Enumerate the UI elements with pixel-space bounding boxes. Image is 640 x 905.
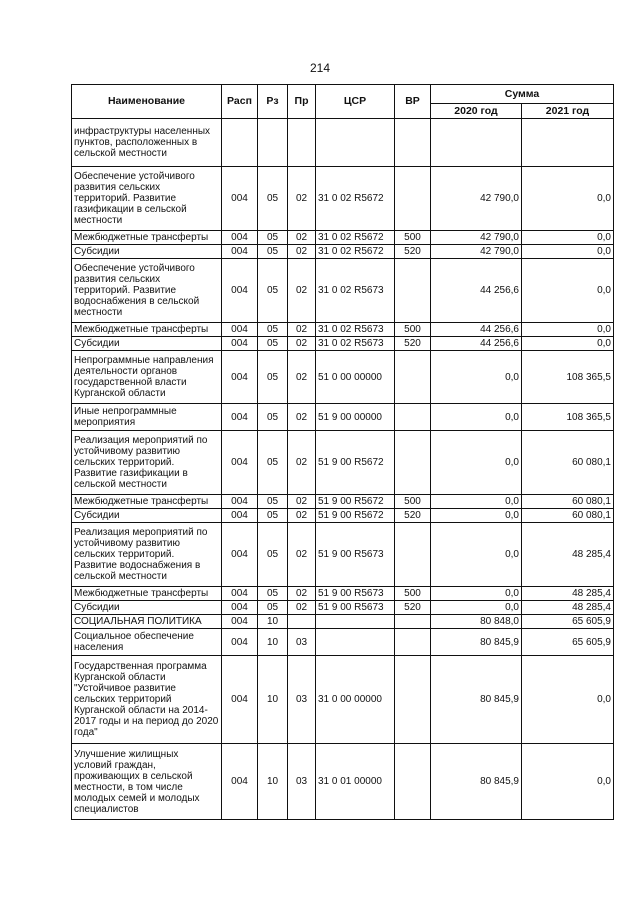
row-rasp: 004 (222, 167, 258, 231)
budget-table (71, 84, 614, 820)
row-rasp: 004 (222, 601, 258, 615)
row-csr: 51 9 00 R5672 (316, 495, 395, 509)
table-row (72, 615, 614, 629)
row-sum-2021: 108 365,5 (522, 351, 614, 404)
row-rasp: 004 (222, 495, 258, 509)
row-pr: 02 (288, 495, 316, 509)
row-name: Обеспечение устойчивого развития сельских территорий. Развитие газификации в сельской местности (72, 167, 222, 231)
row-csr: 31 0 02 R5672 (316, 167, 395, 231)
row-vr: 520 (395, 245, 431, 259)
table-row (72, 495, 614, 509)
row-rz (258, 119, 288, 167)
row-vr (395, 656, 431, 744)
row-sum-2021: 108 365,5 (522, 404, 614, 431)
row-pr: 02 (288, 259, 316, 323)
row-rasp: 004 (222, 231, 258, 245)
row-name: Непрограммные направления деятельности органов государственной власти Курганской области (72, 351, 222, 404)
row-sum-2021: 0,0 (522, 231, 614, 245)
row-sum-2021 (522, 119, 614, 167)
row-vr: 500 (395, 231, 431, 245)
row-vr (395, 119, 431, 167)
row-rasp: 004 (222, 656, 258, 744)
row-pr: 02 (288, 523, 316, 587)
row-pr: 02 (288, 509, 316, 523)
row-sum-2021: 48 285,4 (522, 523, 614, 587)
row-sum-2020: 0,0 (431, 351, 522, 404)
row-rasp: 004 (222, 744, 258, 820)
row-rasp: 004 (222, 615, 258, 629)
row-sum-2020: 44 256,6 (431, 337, 522, 351)
row-sum-2020: 42 790,0 (431, 167, 522, 231)
row-rz: 05 (258, 523, 288, 587)
row-sum-2021: 0,0 (522, 167, 614, 231)
row-rasp: 004 (222, 245, 258, 259)
row-rasp: 004 (222, 587, 258, 601)
row-rz: 10 (258, 629, 288, 656)
header-name: Наименование (72, 85, 222, 119)
row-sum-2020: 80 848,0 (431, 615, 522, 629)
row-rasp: 004 (222, 629, 258, 656)
row-pr: 02 (288, 337, 316, 351)
row-name: Реализация мероприятий по устойчивому развитию сельских территорий. Развитие водоснабжения в сельской местности (72, 523, 222, 587)
table-row (72, 259, 614, 323)
row-sum-2020: 44 256,6 (431, 259, 522, 323)
row-name: Субсидии (72, 337, 222, 351)
row-csr: 51 0 00 00000 (316, 351, 395, 404)
row-csr: 31 0 02 R5672 (316, 245, 395, 259)
table-row (72, 337, 614, 351)
row-pr: 02 (288, 431, 316, 495)
row-rasp: 004 (222, 323, 258, 337)
row-rz: 05 (258, 351, 288, 404)
header-rasp: Расп (222, 85, 258, 119)
row-csr: 31 0 02 R5672 (316, 231, 395, 245)
row-csr: 31 0 02 R5673 (316, 323, 395, 337)
row-pr: 02 (288, 351, 316, 404)
row-name: СОЦИАЛЬНАЯ ПОЛИТИКА (72, 615, 222, 629)
table-row (72, 245, 614, 259)
row-rasp: 004 (222, 523, 258, 587)
row-csr: 31 0 02 R5673 (316, 337, 395, 351)
row-name: Улучшение жилищных условий граждан, проживающих в сельской местности, в том числе молодых семей и молодых специалистов (72, 744, 222, 820)
row-sum-2020: 80 845,9 (431, 629, 522, 656)
row-sum-2021: 65 605,9 (522, 629, 614, 656)
row-rz: 05 (258, 601, 288, 615)
row-vr: 500 (395, 323, 431, 337)
row-sum-2020: 80 845,9 (431, 656, 522, 744)
row-vr (395, 629, 431, 656)
row-name: Реализация мероприятий по устойчивому развитию сельских территорий. Развитие газификации в сельской местности (72, 431, 222, 495)
row-vr: 520 (395, 509, 431, 523)
row-name: Межбюджетные трансферты (72, 231, 222, 245)
row-sum-2021: 60 080,1 (522, 495, 614, 509)
row-csr (316, 615, 395, 629)
row-vr (395, 259, 431, 323)
row-pr: 02 (288, 587, 316, 601)
row-vr: 520 (395, 337, 431, 351)
table-row (72, 509, 614, 523)
table-row (72, 587, 614, 601)
table-row (72, 601, 614, 615)
row-rasp: 004 (222, 431, 258, 495)
row-csr: 51 9 00 R5673 (316, 523, 395, 587)
row-rz: 05 (258, 404, 288, 431)
row-pr: 02 (288, 404, 316, 431)
row-pr: 02 (288, 323, 316, 337)
header-year-2020: 2020 год (431, 104, 522, 119)
header-csr: ЦСР (316, 85, 395, 119)
row-pr (288, 615, 316, 629)
row-pr: 02 (288, 231, 316, 245)
row-pr: 02 (288, 601, 316, 615)
row-csr: 51 9 00 R5673 (316, 601, 395, 615)
row-sum-2021: 65 605,9 (522, 615, 614, 629)
row-rz: 05 (258, 509, 288, 523)
row-rasp: 004 (222, 259, 258, 323)
row-pr (288, 119, 316, 167)
row-rz: 05 (258, 245, 288, 259)
row-sum-2020: 0,0 (431, 587, 522, 601)
table-row (72, 323, 614, 337)
header-summa: Сумма (431, 85, 614, 104)
row-pr: 03 (288, 656, 316, 744)
row-name: Субсидии (72, 509, 222, 523)
table-row (72, 629, 614, 656)
row-sum-2021: 48 285,4 (522, 601, 614, 615)
table-row (72, 351, 614, 404)
row-sum-2020: 0,0 (431, 404, 522, 431)
header-pr: Пр (288, 85, 316, 119)
row-vr: 500 (395, 587, 431, 601)
table-row (72, 744, 614, 820)
row-vr (395, 351, 431, 404)
row-vr (395, 167, 431, 231)
row-sum-2020: 0,0 (431, 523, 522, 587)
row-name: Государственная программа Курганской области "Устойчивое развитие сельских территорий Курганской области на 2014-2017 годы и на период до 2020 года" (72, 656, 222, 744)
row-vr (395, 523, 431, 587)
row-rz: 05 (258, 231, 288, 245)
row-sum-2020: 44 256,6 (431, 323, 522, 337)
row-rz: 05 (258, 167, 288, 231)
table-row (72, 231, 614, 245)
row-pr: 02 (288, 167, 316, 231)
row-csr: 31 0 02 R5673 (316, 259, 395, 323)
table-row (72, 656, 614, 744)
row-rasp: 004 (222, 351, 258, 404)
row-pr: 03 (288, 629, 316, 656)
row-sum-2020: 0,0 (431, 495, 522, 509)
row-vr (395, 404, 431, 431)
table-row (72, 404, 614, 431)
row-csr: 31 0 01 00000 (316, 744, 395, 820)
row-sum-2020: 42 790,0 (431, 245, 522, 259)
row-sum-2020: 0,0 (431, 509, 522, 523)
row-name: Субсидии (72, 601, 222, 615)
row-name: инфраструктуры населенных пунктов, расположенных в сельской местности (72, 119, 222, 167)
row-sum-2020: 42 790,0 (431, 231, 522, 245)
row-rasp: 004 (222, 509, 258, 523)
row-vr (395, 615, 431, 629)
row-sum-2020: 0,0 (431, 601, 522, 615)
row-rz: 10 (258, 615, 288, 629)
row-vr: 500 (395, 495, 431, 509)
header-vr: ВР (395, 85, 431, 119)
row-rz: 10 (258, 656, 288, 744)
table-row (72, 431, 614, 495)
row-rasp (222, 119, 258, 167)
row-rz: 05 (258, 431, 288, 495)
header-year-2021: 2021 год (522, 104, 614, 119)
row-sum-2021: 60 080,1 (522, 431, 614, 495)
row-sum-2021: 0,0 (522, 744, 614, 820)
row-pr: 03 (288, 744, 316, 820)
table-header (72, 85, 614, 119)
row-sum-2021: 0,0 (522, 323, 614, 337)
row-sum-2021: 0,0 (522, 259, 614, 323)
row-rz: 05 (258, 587, 288, 601)
row-rz: 05 (258, 337, 288, 351)
row-name: Межбюджетные трансферты (72, 495, 222, 509)
row-sum-2021: 0,0 (522, 245, 614, 259)
table-row (72, 167, 614, 231)
header-rz: Рз (258, 85, 288, 119)
row-sum-2021: 48 285,4 (522, 587, 614, 601)
table-row (72, 523, 614, 587)
row-vr (395, 431, 431, 495)
row-sum-2020: 80 845,9 (431, 744, 522, 820)
row-vr (395, 744, 431, 820)
row-vr: 520 (395, 601, 431, 615)
page-number: 214 (309, 61, 331, 75)
row-rz: 05 (258, 495, 288, 509)
row-rasp: 004 (222, 337, 258, 351)
row-name: Субсидии (72, 245, 222, 259)
row-name: Межбюджетные трансферты (72, 323, 222, 337)
row-name: Обеспечение устойчивого развития сельских территорий. Развитие водоснабжения в сельской местности (72, 259, 222, 323)
row-rz: 10 (258, 744, 288, 820)
row-csr: 51 9 00 R5673 (316, 587, 395, 601)
table-row (72, 119, 614, 167)
row-rz: 05 (258, 259, 288, 323)
row-rz: 05 (258, 323, 288, 337)
row-csr: 51 9 00 00000 (316, 404, 395, 431)
row-sum-2021: 0,0 (522, 337, 614, 351)
row-csr (316, 119, 395, 167)
row-sum-2021: 0,0 (522, 656, 614, 744)
row-csr: 31 0 00 00000 (316, 656, 395, 744)
row-csr: 51 9 00 R5672 (316, 509, 395, 523)
row-sum-2020 (431, 119, 522, 167)
row-name: Социальное обеспечение населения (72, 629, 222, 656)
row-sum-2020: 0,0 (431, 431, 522, 495)
row-csr: 51 9 00 R5672 (316, 431, 395, 495)
table-body (72, 119, 614, 820)
row-pr: 02 (288, 245, 316, 259)
row-name: Межбюджетные трансферты (72, 587, 222, 601)
row-rasp: 004 (222, 404, 258, 431)
row-sum-2021: 60 080,1 (522, 509, 614, 523)
row-csr (316, 629, 395, 656)
row-name: Иные непрограммные мероприятия (72, 404, 222, 431)
